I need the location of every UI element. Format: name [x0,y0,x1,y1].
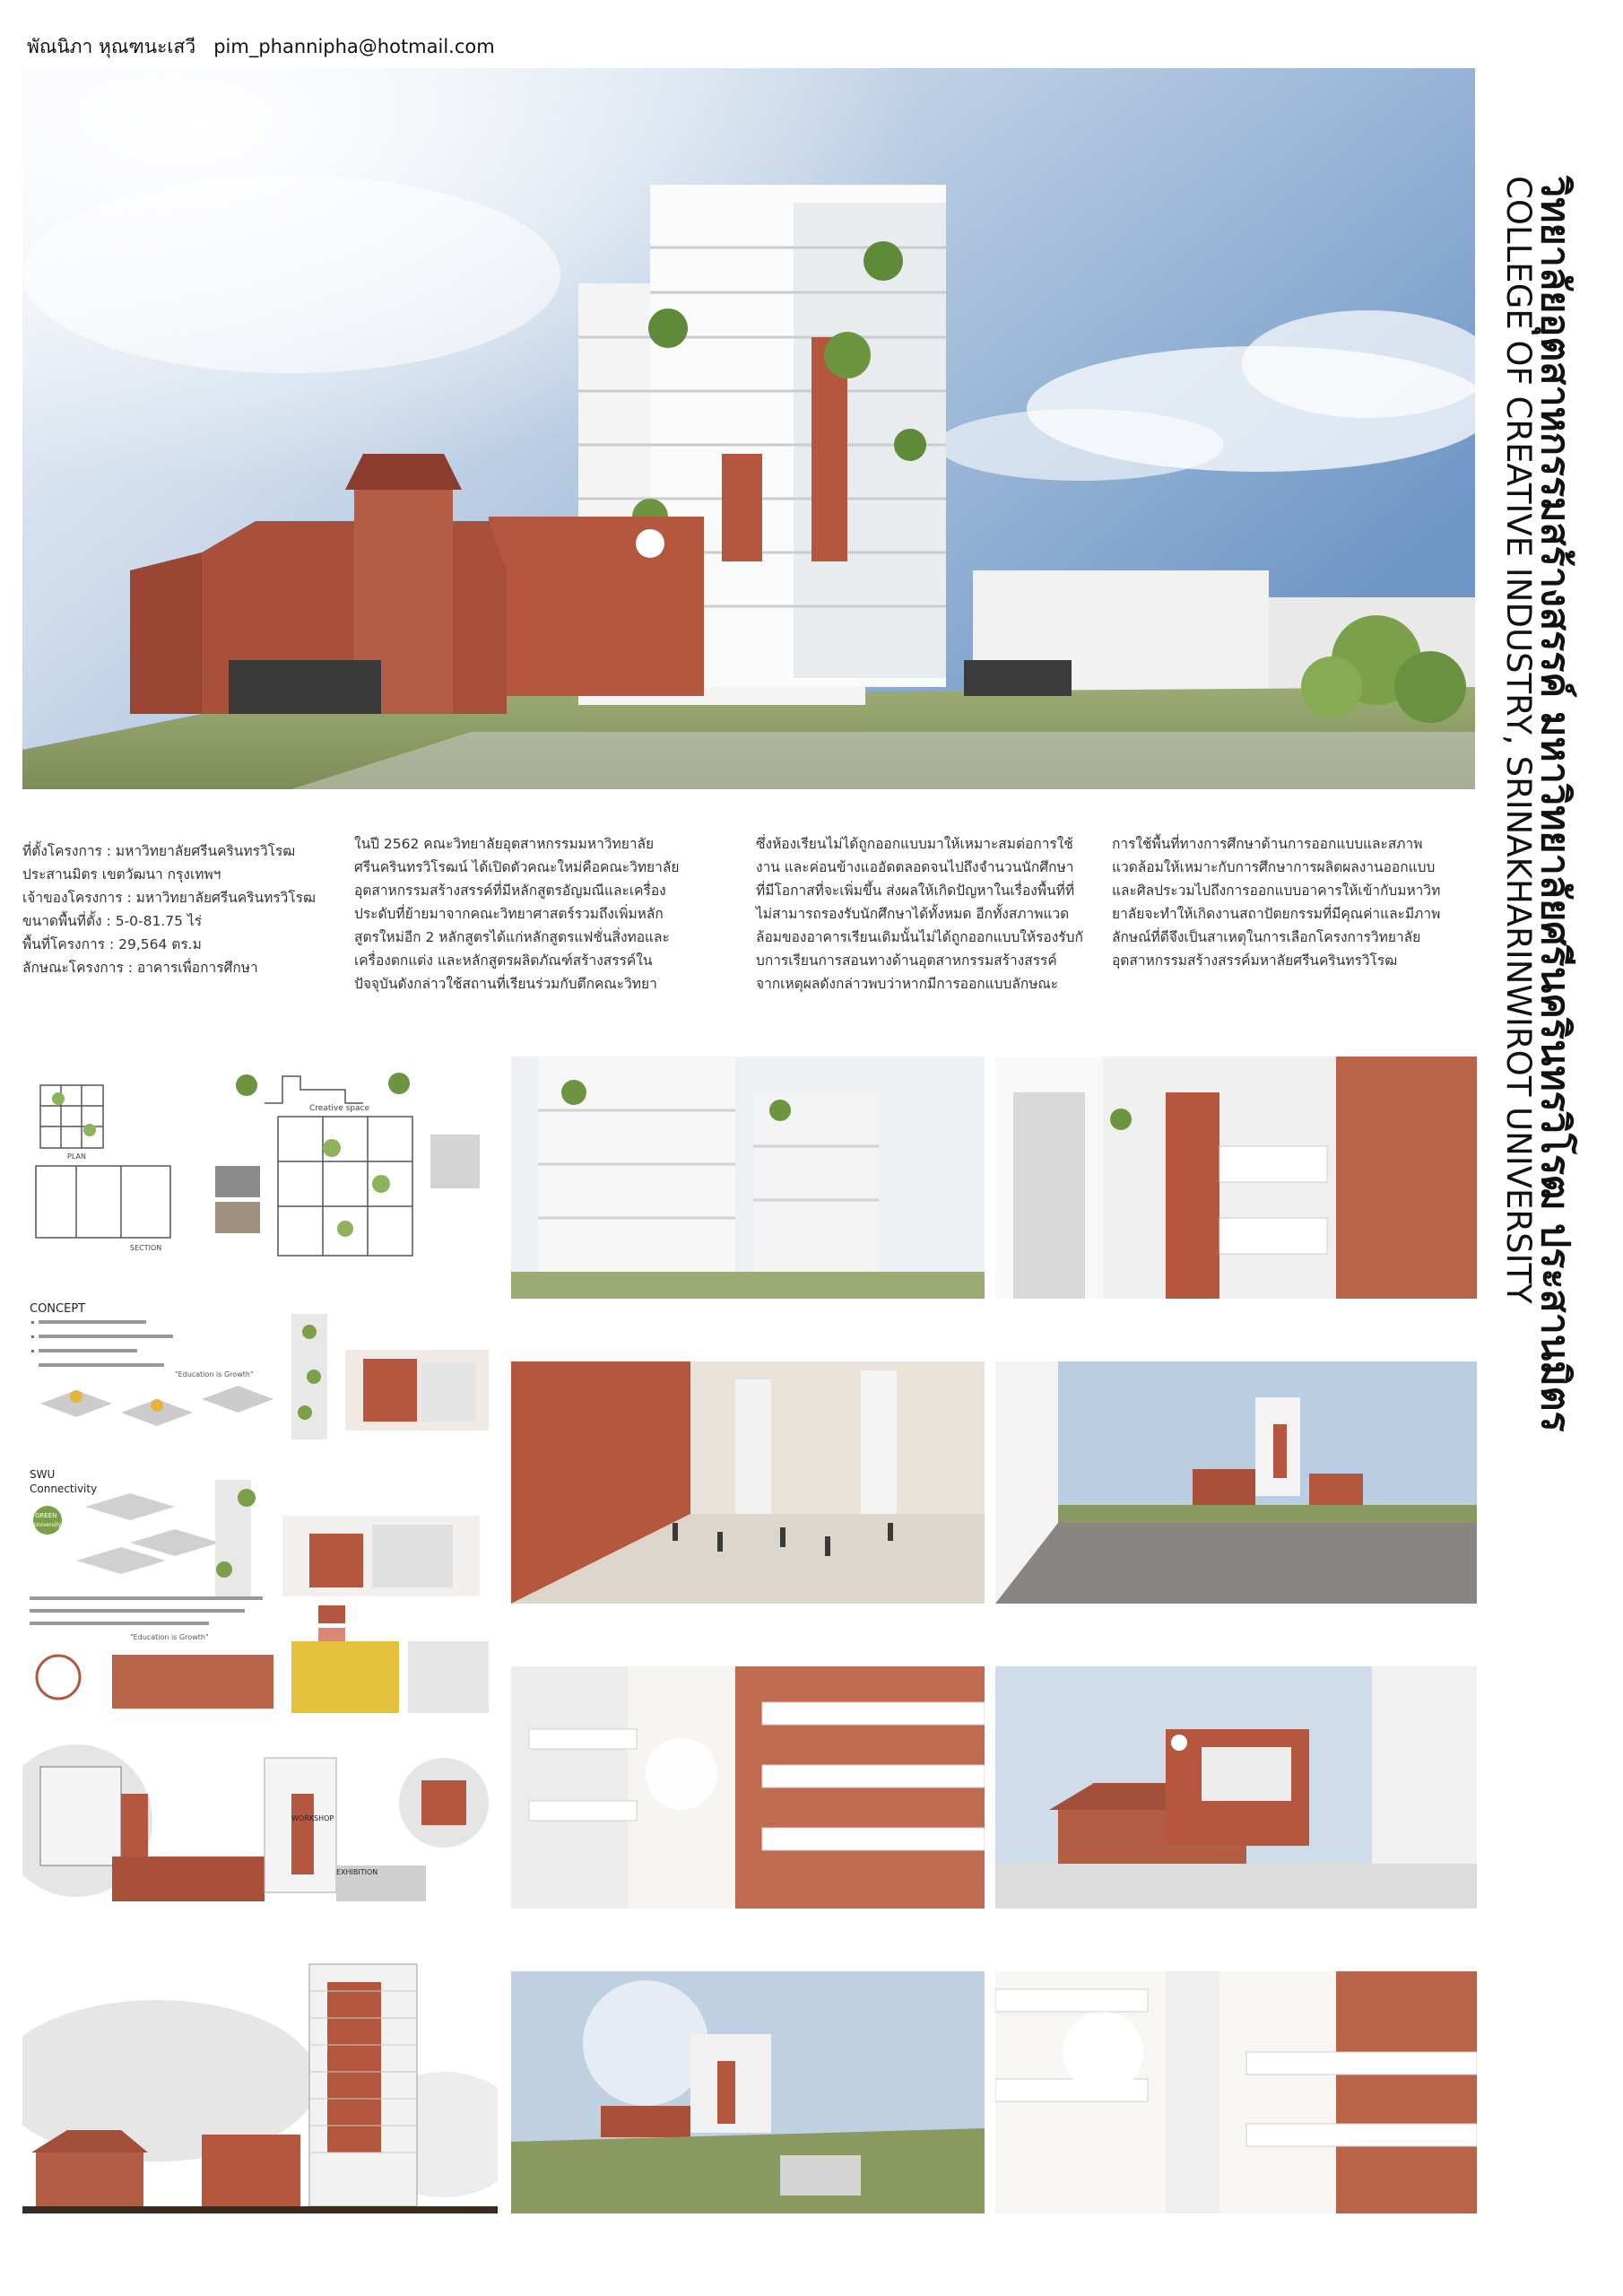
author-name: พัณนิภา หุณฑนะเสวี [27,36,196,57]
render-terrace-stairs [511,1666,985,1909]
info-location: ที่ตั้งโครงการ : มหาวิทยาลัยศรีนครินทรวิโรฒ [22,843,296,859]
author-line [27,32,495,62]
label-green: GREEN [35,1512,57,1519]
plan-section-diagram [22,1067,498,1274]
desc-line: และศิลประวมไปถึงการออกแบบอาคารให้เข้ากับมหาวิท [1112,883,1441,899]
label-swu: SWU [30,1468,56,1481]
label-education-2: "Education is Growth" [130,1633,209,1641]
desc-line: ศรีนครินทรวิโรฒน์ ได้เปิดตัวคณะใหม่คือคณะวิทยาลัย [354,859,680,875]
info-area: พื้นที่โครงการ : 29,564 ตร.ม [22,936,202,952]
info-location-detail: ประสานมิตร เขตวัฒนา กรุงเทพฯ [22,866,221,883]
label-workshop: WORKSHOP [291,1814,334,1822]
render-entrance-plaza [995,1666,1477,1909]
description-col-3 [1112,832,1440,972]
desc-line: ปัจจุบันดังกล่าวใช้สถานที่เรียนร่วมกับตึกคณะวิทยา [354,976,657,992]
desc-line: เครื่องตกแต่ง และหลักสูตรผลิตภัณฑ์สร้างสรรค์ใน [354,952,653,969]
label-exhibition: EXHIBITION [336,1868,378,1876]
label-plan: PLAN [67,1152,86,1161]
render-lawn-sunset [511,1971,985,2213]
title-thai: วิทยาลัยอุตสาหกรรมสร้างสรรค์ มหาวิทยาลัยศรีนครินทรวิโรฒ ประสานมิตร [1532,176,1577,1432]
author-email: pim_phannipha@hotmail.com [213,36,495,57]
hero-rendering [22,68,1475,789]
label-section: SECTION [130,1244,162,1252]
desc-line: ไม่สามารถรองรับนักศึกษาได้ทั้งหมด อีกทั้งสภาพแวด [756,906,1070,922]
render-brick-column [995,1057,1477,1299]
desc-line: อุตสาหกรรมสร้างสรรค์มหาลัยศรีนครินทรวิโรฒ [1112,952,1398,969]
project-info [22,839,316,979]
info-owner: เจ้าของโครงการ : มหาวิทยาลัยศรีนครินทรวิโรฒ [22,890,317,906]
title-english: COLLEGE OF CREATIVE INDUSTRY, SRINAKHARINWIROT UNIVERSITY [1499,176,1538,1304]
render-courtyard-view [995,1361,1477,1604]
label-connectivity: Connectivity [30,1483,98,1495]
desc-line: งาน และค่อนข้างแออัดตลอดจนไปถึงจำนวนนักศึกษา [756,859,1074,875]
render-plaza-interior [511,1361,985,1604]
concept-diagram [22,1296,498,1444]
render-facade-closeup [511,1057,985,1299]
desc-line: สูตรใหม่อีก 2 หลักสูตรได้แก่หลักสูตรแฟชั่นสิ่งทอและ [354,929,670,945]
desc-line: ในปี 2562 คณะวิทยาลัยอุตสาหกรรมมหาวิทยาลัย [354,836,655,852]
desc-line: ล้อมของอาคารเรียนเดิมนั้นไม่ได้ถูกออกแบบให้รองรับกั [756,929,1083,945]
info-type: ลักษณะโครงการ : อาคารเพื่อการศึกษา [22,960,258,976]
desc-line: จากเหตุผลดังกล่าวพบว่าหากมีการออกแบบลักษณะ [756,976,1059,992]
desc-line: ลักษณ์ที่ดีจึงเป็นสาเหตุในการเลือกโครงการวิทยาลัย [1112,929,1421,945]
render-balcony-detail [995,1971,1477,2213]
isometric-program-diagram [22,1740,498,1906]
desc-line: แวดล้อมให้เหมาะกับการศึกษาการผลิตผลงานออกแบบ [1112,859,1436,875]
desc-line: ประดับที่ย้ายมาจากคณะวิทยาศาสตร์รวมถึงเพิ่มหลัก [354,906,664,922]
desc-line: ซึ่งห้องเรียนไม่ได้ถูกออกแบบมาให้เหมาะสมต่อการใช้ [756,836,1073,852]
label-concept: CONCEPT [30,1302,86,1316]
description-col-2 [756,832,1083,996]
connectivity-diagram [22,1462,498,1718]
desc-line: ยาลัยจะทำให้เกิดงานสถาปัตยกรรมที่มีคุณค่าและมีภาพ [1112,906,1441,922]
desc-line: ที่มีโอกาสที่จะเพิ่มขึ้น ส่งผลให้เกิดปัญหาในเรื่องพื้นที่ที่ [756,883,1075,899]
building-section-drawing [22,1955,498,2224]
info-site-size: ขนาดพื้นที่ตั้ง : 5-0-81.75 ไร่ [22,913,203,929]
desc-line: การใช้พื้นที่ทางการศึกษาด้านการออกแบบและสภาพ [1112,836,1423,852]
label-education-1: "Education is Growth" [175,1370,254,1378]
desc-line: อุตสาหกรรมสร้างสรรค์ที่มีหลักสูตรอัญมณีและเครื่อง [354,883,666,899]
description-col-1 [354,832,679,996]
label-university: University [34,1522,62,1528]
label-creative-space: Creative space [309,1104,369,1113]
desc-line: บการเรียนการสอนทางด้านอุตสาหกรรมสร้างสรรค์ [756,952,1057,969]
